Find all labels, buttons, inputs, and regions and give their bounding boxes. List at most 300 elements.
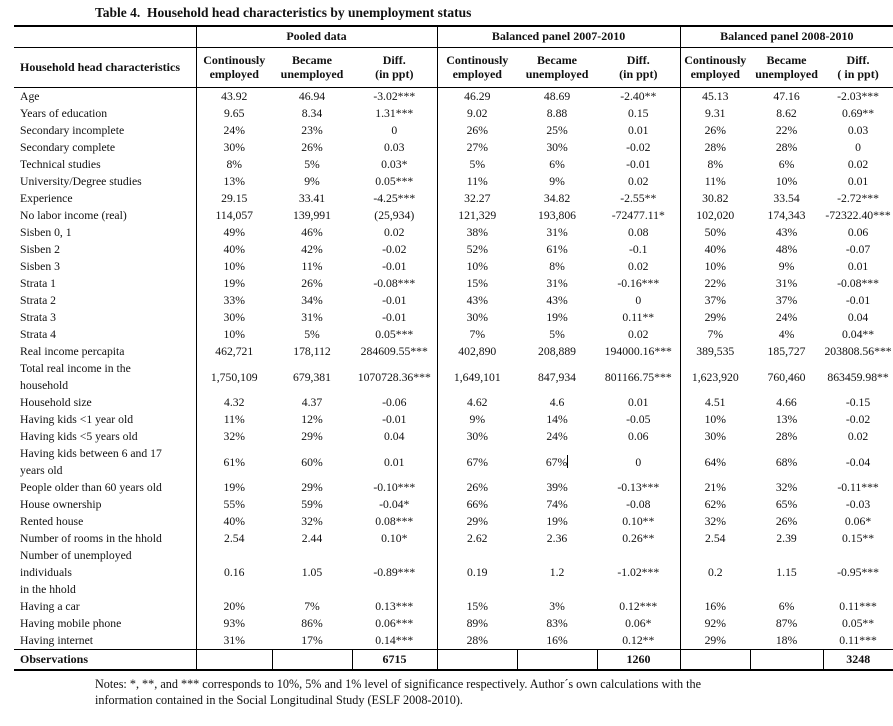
value-cell: 46.94 [298,90,326,103]
row-label: Strata 1 [20,277,57,290]
value-cell: (25,934) [374,209,415,222]
value-cell: 9.02 [437,105,517,122]
value-cell: 89% [437,615,517,632]
value-cell: 4.66 [776,396,797,409]
value-cell: -0.89*** [373,566,416,579]
value-cell: 0.05*** [375,328,414,341]
value-cell: 0.01 [847,260,869,273]
table-row [14,598,893,615]
value-cell: 0.12** [622,634,655,647]
value-cell: 61% [546,243,568,256]
column-header: Became unemployed [750,48,823,88]
observations-spacer [437,650,517,671]
table-row [14,258,893,275]
value-cell: 0.02 [847,430,869,443]
value-cell: 12% [301,413,323,426]
value-cell: 25% [546,124,568,137]
value-cell: 27% [437,139,517,156]
characteristics-table [14,25,893,671]
value-cell: -0.08*** [837,277,879,290]
value-cell: 16% [546,634,568,647]
observations-spacer [680,650,750,671]
value-cell: 40% [196,241,272,258]
group-header: Balanced panel 2008-2010 [680,26,893,48]
value-cell: 0.01 [384,455,405,469]
value-cell: 0.13*** [375,600,414,613]
value-cell: 46.29 [437,88,517,106]
value-cell: 40% [680,241,750,258]
value-cell: 389,535 [680,343,750,360]
observations-spacer [196,650,272,671]
value-cell: -0.16*** [617,277,660,290]
value-cell: 0.08 [628,226,649,239]
table-row [14,241,893,258]
value-cell: 194000.16*** [604,345,672,358]
value-cell: 52% [437,241,517,258]
value-cell: 10% [680,411,750,428]
row-label: Technical studies [20,158,101,171]
row-label: Years of education [20,107,108,120]
value-cell: 86% [301,617,323,630]
value-cell: -2.55** [620,192,657,205]
value-cell: 23% [301,124,323,137]
value-cell: 14% [546,413,568,426]
value-cell: -0.02 [382,243,407,256]
value-cell: 139,991 [293,209,331,222]
value-cell: 92% [680,615,750,632]
table-row [14,513,893,530]
notes-line-2: information contained in the Social Longitudinal Study (ESLF 2008-2010). [95,693,463,708]
value-cell: 13% [775,413,798,426]
row-label: Sisben 0, 1 [20,226,72,239]
value-cell: 31% [196,632,272,650]
row-label: House ownership [20,498,102,511]
value-cell: 62% [680,496,750,513]
value-cell: 10% [775,175,798,188]
group-header: Pooled data [196,26,437,48]
observations-row [14,650,893,671]
value-cell: 55% [196,496,272,513]
value-cell: 43.92 [196,88,272,106]
value-cell: 29% [301,481,323,494]
row-label: Rented house [20,515,84,528]
value-cell: 10% [196,326,272,343]
row-label: People older than 60 years old [20,481,162,494]
value-cell: 4.62 [437,394,517,411]
value-cell: 208,889 [538,345,577,358]
value-cell: 0.02 [384,226,405,239]
value-cell: 24% [775,311,798,324]
value-cell: 0.69** [841,107,875,120]
value-cell: 65% [775,498,798,511]
value-cell: -1.02*** [617,566,660,579]
value-cell: 38% [437,224,517,241]
table-row [14,309,893,326]
text-cursor [567,455,568,468]
value-cell: 30% [437,428,517,445]
value-cell: 0.02 [628,260,649,273]
value-cell: 30% [546,141,568,154]
value-cell: -0.02 [626,141,651,154]
row-label: Strata 4 [20,328,57,341]
value-cell: 93% [196,615,272,632]
row-label: University/Degree studies [20,175,142,188]
value-cell: 0.11*** [839,634,877,647]
value-cell: 0.04 [847,311,869,324]
value-cell: 74% [546,498,568,511]
value-cell: 47.16 [773,90,800,103]
value-cell: 4% [778,328,795,341]
column-header: Diff. ( in ppt) [823,48,893,88]
value-cell: -0.13*** [617,481,660,494]
value-cell: 43% [546,294,568,307]
row-label: No labor income (real) [20,209,127,222]
value-cell: 2.54 [680,530,750,547]
value-cell: 33.54 [773,192,800,205]
value-cell: 67% [437,445,517,479]
table-row [14,530,893,547]
table-row [14,88,893,106]
value-cell: 402,890 [437,343,517,360]
value-cell: -0.02 [845,413,871,426]
value-cell: 9% [549,175,565,188]
value-cell: 18% [775,634,798,647]
value-cell: 4.37 [301,396,323,409]
value-cell: 29% [437,513,517,530]
value-cell: 3% [549,600,565,613]
value-cell: 0.19 [437,547,517,598]
value-cell: 50% [680,224,750,241]
value-cell: 4.6 [549,396,565,409]
table-row [14,360,893,394]
value-cell: 15% [437,598,517,615]
value-cell: 1.31*** [375,107,414,120]
value-cell: 19% [196,479,272,496]
value-cell: 8% [196,156,272,173]
value-cell: 7% [304,600,320,613]
value-cell: -4.25*** [373,192,416,205]
value-cell: 33% [196,292,272,309]
value-cell: 203808.56*** [824,345,892,358]
column-header: Diff. (in ppt) [597,48,680,88]
table-body [14,88,893,671]
value-cell: 31% [301,311,323,324]
value-cell: 0.02 [628,328,649,341]
value-cell: 1.05 [301,566,323,579]
value-cell: 26% [775,515,798,528]
value-cell: 0.06*** [375,617,414,630]
value-cell: -0.01 [382,311,407,324]
value-cell: 83% [546,617,568,630]
value-cell: 32% [196,428,272,445]
value-cell: 0.03 [384,141,405,154]
value-cell: -2.03*** [837,90,879,103]
value-cell: -0.01 [382,260,407,273]
value-cell: -0.01 [626,158,651,171]
value-cell: 61% [196,445,272,479]
value-cell: 30% [680,428,750,445]
column-header: Became unemployed [272,48,352,88]
table-row [14,207,893,224]
value-cell: 5% [437,156,517,173]
value-cell: 19% [196,275,272,292]
column-header: Continously employed [680,48,750,88]
value-cell: 37% [680,292,750,309]
value-cell: -0.15 [845,396,871,409]
value-cell: 30% [196,309,272,326]
value-cell: 1,750,109 [196,360,272,394]
value-cell: 11% [437,173,517,190]
value-cell: 8% [680,156,750,173]
observations-count: 3248 [823,650,893,671]
value-cell: 13% [196,173,272,190]
value-cell: 1,623,920 [680,360,750,394]
value-cell: 24% [546,430,568,443]
table-row [14,343,893,360]
value-cell: 760,460 [767,370,806,384]
row-label: Sisben 3 [20,260,60,273]
value-cell: 679,381 [293,370,331,384]
table-row [14,411,893,428]
value-cell: -0.10*** [373,481,416,494]
value-cell: 8% [549,260,565,273]
table-notes [95,676,835,708]
value-cell: 29% [301,430,323,443]
table-row [14,547,893,598]
value-cell: 0.15 [628,107,649,120]
value-cell: 32% [301,515,323,528]
value-cell: 2.54 [196,530,272,547]
value-cell: 0 [855,141,861,154]
value-cell: 46% [301,226,323,239]
document-page [0,5,893,726]
table-row [14,190,893,207]
value-cell: 43% [437,292,517,309]
value-cell: 60% [301,455,323,469]
value-cell: -2.40** [620,90,657,103]
value-cell: -0.08 [626,498,651,511]
value-cell: 28% [775,141,798,154]
value-cell: 114,057 [196,207,272,224]
value-cell: 0.11*** [839,600,877,613]
value-cell: 34.82 [543,192,571,205]
value-cell: 7% [437,326,517,343]
value-cell: 847,934 [538,370,577,384]
value-cell: 0.26** [622,532,655,545]
table-row [14,122,893,139]
column-header: Continously employed [196,48,272,88]
value-cell: 2.44 [301,532,323,545]
row-header-title: Household head characteristics [14,48,196,88]
value-cell: 11% [301,260,323,273]
row-label: Number of unemployed individuals in the hhold [20,549,132,596]
value-cell: 29% [680,309,750,326]
row-label: Having kids <1 year old [20,413,134,426]
table-row [14,428,893,445]
value-cell: 22% [775,124,798,137]
row-label: Real income percapita [20,345,125,358]
value-cell: 49% [196,224,272,241]
value-cell: 6% [778,158,795,171]
row-label: Secondary incomplete [20,124,125,137]
table-row [14,326,893,343]
value-cell: 0.16 [196,547,272,598]
value-cell: -0.04* [379,498,410,511]
value-cell: -0.01 [845,294,871,307]
notes-line-1: Notes: *, **, and *** corresponds to 10%, 5% and 1% level of significance respectively. Author´s own calculations with the [95,677,702,691]
row-label: Having mobile phone [20,617,122,630]
value-cell: 8.88 [546,107,568,120]
table-header [14,26,893,88]
value-cell: 1.2 [549,566,565,579]
observations-label: Observations [14,650,196,671]
value-cell: -2.72*** [837,192,879,205]
value-cell: 8.34 [301,107,323,120]
table-row [14,394,893,411]
observations-spacer [517,650,597,671]
value-cell: 5% [304,328,320,341]
value-cell: 0.01 [628,396,649,409]
column-header: Continously employed [437,48,517,88]
value-cell: -72322.40*** [825,209,891,222]
value-cell: 185,727 [767,345,806,358]
value-cell: 16% [680,598,750,615]
value-cell: 863459.98** [827,370,889,384]
value-cell: 0.15** [841,532,875,545]
row-label: Household size [20,396,92,409]
value-cell: 0 [635,455,642,469]
row-label: Sisben 2 [20,243,60,256]
value-cell: 42% [301,243,323,256]
table-row [14,479,893,496]
value-cell: 0.10* [381,532,408,545]
row-label: Strata 3 [20,311,57,324]
value-cell: 32% [775,481,798,494]
table-row [14,615,893,632]
row-label: Having kids between 6 and 17 years old [20,447,162,477]
value-cell: 45.13 [680,88,750,106]
value-cell: -0.1 [629,243,648,256]
table-row [14,496,893,513]
table-title: Table 4. Household head characteristics by unemployment status [95,5,472,20]
table-row [14,173,893,190]
value-cell: -0.01 [382,294,407,307]
value-cell: -0.08*** [373,277,416,290]
value-cell: 15% [437,275,517,292]
value-cell: 0.04 [384,430,405,443]
row-label: Having a car [20,600,80,613]
value-cell: 29.15 [196,190,272,207]
value-cell: 9% [304,175,320,188]
value-cell: 11% [196,411,272,428]
value-cell: 26% [437,122,517,139]
observations-spacer [272,650,352,671]
value-cell: 5% [304,158,320,171]
value-cell: 2.39 [776,532,797,545]
value-cell: 10% [680,258,750,275]
value-cell: 31% [546,277,568,290]
table-row [14,292,893,309]
value-cell: 4.32 [196,394,272,411]
row-label: Having kids <5 years old [20,430,138,443]
column-header: Became unemployed [517,48,597,88]
row-label: Age [20,90,40,103]
value-cell: -0.07 [845,243,871,256]
value-cell: 59% [301,498,323,511]
value-cell: -0.03 [845,498,871,511]
value-cell: 64% [680,445,750,479]
value-cell: 0 [635,294,642,307]
corner-cell [14,26,196,48]
value-cell: 801166.75*** [604,370,672,384]
value-cell: 26% [680,122,750,139]
row-label: Experience [20,192,73,205]
value-cell: 28% [437,632,517,650]
value-cell: -0.04 [845,455,871,469]
value-cell: 28% [680,139,750,156]
value-cell: 7% [680,326,750,343]
value-cell: 1.15 [776,566,797,579]
value-cell: 19% [546,311,568,324]
value-cell: 28% [775,430,798,443]
value-cell: 0.11** [622,311,655,324]
value-cell: 4.51 [680,394,750,411]
table-row [14,139,893,156]
value-cell: -0.11*** [837,481,879,494]
value-cell: 37% [775,294,798,307]
value-cell: 0.06* [844,515,872,528]
value-cell: 1070728.36*** [357,370,431,384]
value-cell: 39% [546,481,568,494]
value-cell: 9% [778,260,795,273]
value-cell: 19% [546,515,568,528]
table-row [14,445,893,479]
value-cell: 0 [391,124,398,137]
row-label: Number of rooms in the hhold [20,532,162,545]
value-cell: 48% [775,243,798,256]
value-cell: 9.31 [680,105,750,122]
value-cell: -0.05 [626,413,651,426]
value-cell: 0.14*** [375,634,414,647]
value-cell: 0.06* [625,617,652,630]
value-cell: 8.62 [776,107,797,120]
value-cell: 48.69 [543,90,571,103]
value-cell: 121,329 [437,207,517,224]
value-cell: 66% [437,496,517,513]
value-cell: 0.03 [847,124,869,137]
value-cell: 24% [196,122,272,139]
observations-spacer [750,650,823,671]
value-cell: 0.2 [680,547,750,598]
value-cell: -72477.11* [611,209,665,222]
value-cell: -0.06 [382,396,407,409]
value-cell: 0.06 [847,226,869,239]
value-cell: 10% [437,258,517,275]
value-cell: 0.03* [381,158,408,171]
observations-count: 1260 [597,650,680,671]
value-cell: 0.05** [841,617,875,630]
value-cell: 21% [680,479,750,496]
table-row [14,224,893,241]
value-cell: 30% [437,309,517,326]
value-cell: 34% [301,294,323,307]
value-cell: 6% [778,600,795,613]
value-cell: 67% [545,455,568,469]
row-label: Having internet [20,634,94,647]
row-label: Secondary complete [20,141,116,154]
value-cell: 5% [549,328,565,341]
value-cell: 9% [437,411,517,428]
